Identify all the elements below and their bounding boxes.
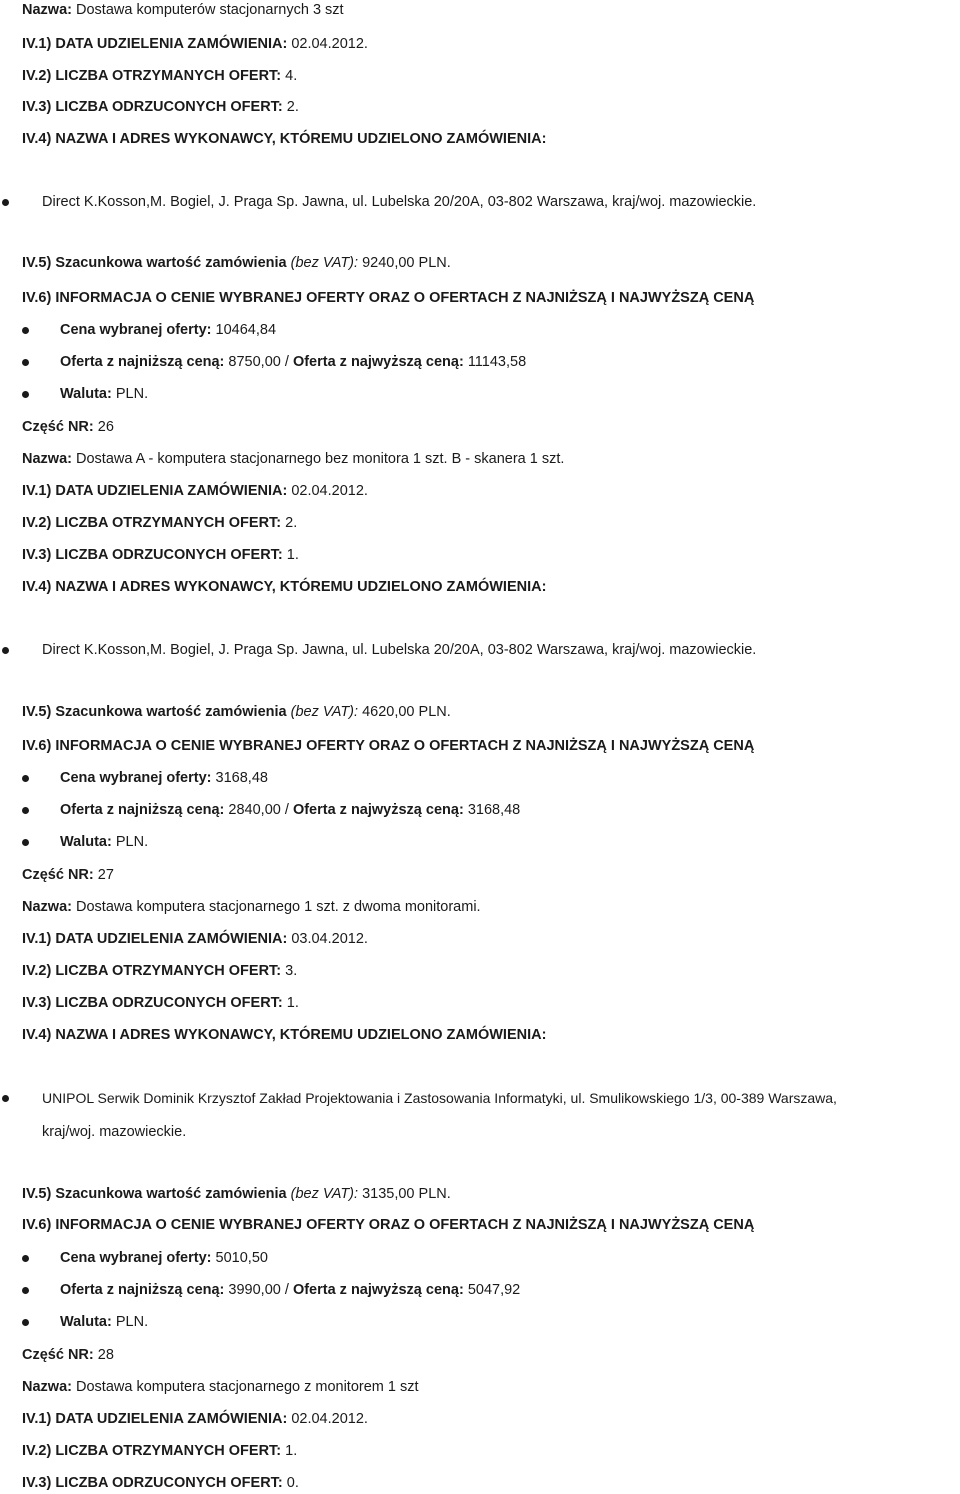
- wykonawca-item: [42, 193, 756, 211]
- iv3-label: IV.3) LICZBA ODRZUCONYCH OFERT:: [22, 995, 283, 1011]
- cena-value: 10464,84: [215, 322, 277, 338]
- waluta-item: [60, 833, 148, 851]
- nazwa-value: Dostawa komputera stacjonarnego 1 szt. z dwoma monitorami.: [76, 899, 481, 915]
- najnizsza-value: 3990,00 /: [228, 1282, 289, 1298]
- najnizsza-label: Oferta z najniższą ceną:: [60, 354, 225, 370]
- iv1-line: [22, 930, 368, 948]
- najnizsza-value: 2840,00 /: [228, 802, 289, 818]
- cena-label: Cena wybranej oferty:: [60, 1250, 212, 1266]
- iv2-value: 1.: [285, 1443, 298, 1459]
- waluta-item: [60, 385, 148, 403]
- iv1-label: IV.1) DATA UDZIELENIA ZAMÓWIENIA:: [22, 1411, 288, 1427]
- bullet-icon: [2, 199, 9, 206]
- cena-label: Cena wybranej oferty:: [60, 322, 212, 338]
- nazwa-line: [22, 1378, 419, 1396]
- waluta-label: Waluta:: [60, 1314, 112, 1330]
- iv5-line: [22, 254, 451, 272]
- nazwa-value: Dostawa komputera stacjonarnego z monitorem 1 szt: [76, 1379, 419, 1395]
- waluta-value: PLN.: [115, 1314, 149, 1330]
- iv5-label: IV.5) Szacunkowa wartość zamówienia: [22, 255, 287, 271]
- bullet-icon: [2, 1095, 9, 1102]
- iv5-label: IV.5) Szacunkowa wartość zamówienia: [22, 1186, 287, 1202]
- iv4-heading: IV.4) NAZWA I ADRES WYKONAWCY, KTÓREMU UDZIELONO ZAMÓWIENIA:: [22, 1027, 547, 1043]
- wykonawca-text: UNIPOL Serwik Dominik Krzysztof Zakład Projektowania i Zastosowania Informatyki, ul. Smulikowskiego 1/3, 00-389 Warszawa,: [42, 1090, 837, 1106]
- nazwa-label: Nazwa:: [22, 2, 72, 18]
- bullet-icon: [22, 1255, 29, 1262]
- cena-item: [60, 321, 276, 339]
- iv1-label: IV.1) DATA UDZIELENIA ZAMÓWIENIA:: [22, 483, 288, 499]
- najwyzsza-label: Oferta z najwyższą ceną:: [292, 802, 464, 818]
- cena-item: [60, 769, 268, 787]
- iv2-line: [22, 1442, 297, 1460]
- nazwa-line: [22, 450, 564, 468]
- bullet-icon: [22, 359, 29, 366]
- iv1-label: IV.1) DATA UDZIELENIA ZAMÓWIENIA:: [22, 36, 288, 52]
- iv4-heading: IV.4) NAZWA I ADRES WYKONAWCY, KTÓREMU UDZIELONO ZAMÓWIENIA:: [22, 131, 547, 147]
- iv3-value: 1.: [286, 995, 299, 1011]
- oferty-item: [60, 1281, 520, 1299]
- iv3-label: IV.3) LICZBA ODRZUCONYCH OFERT:: [22, 1475, 283, 1491]
- nazwa-label: Nazwa:: [22, 899, 72, 915]
- czesc-label: Część NR:: [22, 419, 94, 435]
- iv5-value: 3135,00 PLN.: [362, 1186, 451, 1202]
- cena-value: 5010,50: [215, 1250, 268, 1266]
- iv5-vat: (bez VAT):: [290, 1186, 359, 1202]
- iv5-value: 9240,00 PLN.: [362, 255, 451, 271]
- bullet-icon: [2, 647, 9, 654]
- najnizsza-label: Oferta z najniższą ceną:: [60, 1282, 225, 1298]
- waluta-item: [60, 1313, 148, 1331]
- iv3-value: 2.: [286, 99, 299, 115]
- nazwa-line: [22, 898, 481, 916]
- iv1-value: 03.04.2012.: [291, 931, 368, 947]
- iv1-line: [22, 1410, 368, 1428]
- nazwa-line: [22, 1, 344, 19]
- najnizsza-value: 8750,00 /: [228, 354, 289, 370]
- najwyzsza-value: 11143,58: [467, 354, 527, 370]
- waluta-value: PLN.: [115, 386, 149, 402]
- czesc-value: 28: [97, 1347, 114, 1363]
- iv3-label: IV.3) LICZBA ODRZUCONYCH OFERT:: [22, 99, 283, 115]
- wykonawca-item: [42, 641, 756, 659]
- iv2-value: 3.: [285, 963, 298, 979]
- oferty-item: [60, 353, 526, 371]
- najwyzsza-value: 5047,92: [467, 1282, 521, 1298]
- waluta-label: Waluta:: [60, 834, 112, 850]
- iv2-line: [22, 514, 297, 532]
- iv5-line: [22, 1185, 451, 1203]
- iv1-label: IV.1) DATA UDZIELENIA ZAMÓWIENIA:: [22, 931, 288, 947]
- najnizsza-label: Oferta z najniższą ceną:: [60, 802, 225, 818]
- iv5-vat: (bez VAT):: [290, 704, 359, 720]
- wykonawca-item: [42, 1089, 837, 1107]
- oferty-item: [60, 801, 520, 819]
- iv2-label: IV.2) LICZBA OTRZYMANYCH OFERT:: [22, 1443, 282, 1459]
- iv2-line: [22, 67, 297, 85]
- bullet-icon: [22, 775, 29, 782]
- czesc-label: Część NR:: [22, 1347, 94, 1363]
- iv3-value: 0.: [286, 1475, 299, 1491]
- iv2-line: [22, 962, 297, 980]
- bullet-icon: [22, 391, 29, 398]
- iv4-heading: IV.4) NAZWA I ADRES WYKONAWCY, KTÓREMU UDZIELONO ZAMÓWIENIA:: [22, 579, 547, 595]
- iv5-line: [22, 703, 451, 721]
- czesc-line: [22, 418, 114, 436]
- iv2-value: 2.: [285, 515, 298, 531]
- iv5-vat: (bez VAT):: [290, 255, 359, 271]
- czesc-label: Część NR:: [22, 867, 94, 883]
- cena-label: Cena wybranej oferty:: [60, 770, 212, 786]
- czesc-value: 27: [97, 867, 114, 883]
- waluta-label: Waluta:: [60, 386, 112, 402]
- iv2-label: IV.2) LICZBA OTRZYMANYCH OFERT:: [22, 68, 282, 84]
- bullet-icon: [22, 1287, 29, 1294]
- iv6-heading: IV.6) INFORMACJA O CENIE WYBRANEJ OFERTY ORAZ O OFERTACH Z NAJNIŻSZĄ I NAJWYŻSZĄ CENĄ: [22, 1217, 755, 1233]
- iv5-value: 4620,00 PLN.: [362, 704, 451, 720]
- nazwa-value: Dostawa komputerów stacjonarnych 3 szt: [76, 2, 344, 18]
- najwyzsza-value: 3168,48: [467, 802, 521, 818]
- najwyzsza-label: Oferta z najwyższą ceną:: [292, 354, 464, 370]
- iv3-line: [22, 546, 299, 564]
- nazwa-label: Nazwa:: [22, 1379, 72, 1395]
- iv6-heading: IV.6) INFORMACJA O CENIE WYBRANEJ OFERTY ORAZ O OFERTACH Z NAJNIŻSZĄ I NAJWYŻSZĄ CENĄ: [22, 290, 755, 306]
- iv3-label: IV.3) LICZBA ODRZUCONYCH OFERT:: [22, 547, 283, 563]
- bullet-icon: [22, 327, 29, 334]
- iv3-line: [22, 1474, 299, 1492]
- czesc-value: 26: [97, 419, 114, 435]
- cena-value: 3168,48: [215, 770, 268, 786]
- bullet-icon: [22, 1319, 29, 1326]
- cena-item: [60, 1249, 268, 1267]
- iv2-label: IV.2) LICZBA OTRZYMANYCH OFERT:: [22, 515, 282, 531]
- iv6-heading: IV.6) INFORMACJA O CENIE WYBRANEJ OFERTY ORAZ O OFERTACH Z NAJNIŻSZĄ I NAJWYŻSZĄ CENĄ: [22, 738, 755, 754]
- iv3-value: 1.: [286, 547, 299, 563]
- iv1-value: 02.04.2012.: [291, 1411, 368, 1427]
- iv1-value: 02.04.2012.: [291, 483, 368, 499]
- najwyzsza-label: Oferta z najwyższą ceną:: [292, 1282, 464, 1298]
- nazwa-label: Nazwa:: [22, 451, 72, 467]
- iv3-line: [22, 994, 299, 1012]
- wykonawca-text: Direct K.Kosson,M. Bogiel, J. Praga Sp. Jawna, ul. Lubelska 20/20A, 03-802 Warszawa, kraj/woj. mazowieckie.: [42, 194, 757, 210]
- waluta-value: PLN.: [115, 834, 149, 850]
- wykonawca-text-cont: kraj/woj. mazowieckie.: [42, 1124, 187, 1140]
- iv2-value: 4.: [285, 68, 298, 84]
- iv1-line: [22, 35, 368, 53]
- iv3-line: [22, 98, 299, 116]
- bullet-icon: [22, 807, 29, 814]
- nazwa-value: Dostawa A - komputera stacjonarnego bez monitora 1 szt. B - skanera 1 szt.: [76, 451, 565, 467]
- iv1-value: 02.04.2012.: [291, 36, 368, 52]
- iv1-line: [22, 482, 368, 500]
- czesc-line: [22, 866, 114, 884]
- iv2-label: IV.2) LICZBA OTRZYMANYCH OFERT:: [22, 963, 282, 979]
- czesc-line: [22, 1346, 114, 1364]
- iv5-label: IV.5) Szacunkowa wartość zamówienia: [22, 704, 287, 720]
- wykonawca-text: Direct K.Kosson,M. Bogiel, J. Praga Sp. Jawna, ul. Lubelska 20/20A, 03-802 Warszawa, kraj/woj. mazowieckie.: [42, 642, 757, 658]
- bullet-icon: [22, 839, 29, 846]
